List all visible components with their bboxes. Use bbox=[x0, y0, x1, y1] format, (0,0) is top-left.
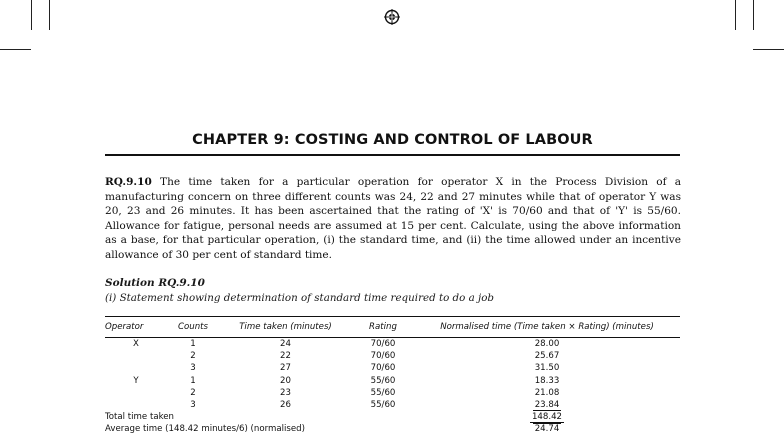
question-line-6: allowed under an incentive allowance of 30 per cent of standard time. bbox=[105, 234, 681, 261]
cell-rating: 55/60 bbox=[370, 400, 396, 411]
table-row bbox=[105, 399, 680, 411]
cell-rating: 55/60 bbox=[370, 387, 396, 398]
table-header-row bbox=[105, 317, 680, 338]
average-row bbox=[105, 423, 680, 435]
cell-operator bbox=[105, 399, 167, 411]
header-normalised-time: Normalised time (Time taken × Rating) (minutes) bbox=[414, 317, 680, 338]
table-row bbox=[105, 375, 680, 387]
crop-mark-top-right-vertical-2 bbox=[753, 0, 754, 30]
cell-count: 3 bbox=[190, 400, 196, 411]
average-value: 24.74 bbox=[534, 424, 560, 435]
cell-count: 3 bbox=[190, 363, 196, 374]
table-row bbox=[105, 338, 680, 351]
cell-normalised: 21.08 bbox=[534, 387, 560, 398]
total-row bbox=[105, 411, 680, 423]
cell-operator bbox=[105, 362, 167, 374]
cell-time: 27 bbox=[280, 363, 291, 374]
question-label: RQ.9.10 bbox=[105, 176, 152, 188]
average-label: Average time (148.42 minutes/6) (normalised) bbox=[105, 424, 305, 435]
cell-normalised: 25.67 bbox=[534, 351, 560, 362]
chapter-title: CHAPTER 9: COSTING AND CONTROL OF LABOUR bbox=[192, 132, 593, 148]
header-operator: Operator bbox=[105, 317, 167, 338]
cell-operator bbox=[105, 350, 167, 362]
cell-time: 22 bbox=[280, 351, 291, 362]
cell-rating: 70/60 bbox=[370, 339, 396, 350]
cell-normalised: 18.33 bbox=[534, 375, 560, 386]
header-time-taken: Time taken (minutes) bbox=[219, 317, 352, 338]
total-value: 148.42 bbox=[531, 412, 563, 423]
registration-mark-icon bbox=[384, 9, 400, 25]
question-line-5: above information as a base, for that particular operation, (i) the standard time, and (ii) the time bbox=[105, 219, 681, 247]
cell-rating: 55/60 bbox=[370, 375, 396, 386]
crop-mark-top-right-vertical bbox=[735, 0, 736, 30]
question-line-4: is 55/60. Allowance for fatigue, personal needs are assumed at 15 per cent. Calculate, using the bbox=[105, 205, 681, 232]
solution-heading: Solution RQ.9.10 bbox=[105, 277, 205, 289]
question-line-2: manufacturing concern on three different counts was 24, 22 and 27 minutes while that of operator bbox=[105, 190, 646, 203]
chapter-title-rule bbox=[105, 154, 680, 156]
cell-normalised: 31.50 bbox=[534, 363, 560, 374]
table-row bbox=[105, 362, 680, 374]
cell-normalised: 28.00 bbox=[534, 339, 560, 350]
cell-time: 23 bbox=[280, 387, 291, 398]
cell-rating: 70/60 bbox=[370, 363, 396, 374]
crop-mark-top-right-horizontal bbox=[753, 49, 784, 50]
cell-rating: 70/60 bbox=[370, 351, 396, 362]
cell-time: 26 bbox=[280, 400, 291, 411]
cell-normalised: 23.84 bbox=[534, 400, 560, 411]
crop-mark-top-left-horizontal bbox=[0, 49, 31, 50]
cell-count: 1 bbox=[190, 339, 196, 350]
table-row bbox=[105, 387, 680, 399]
cell-count: 1 bbox=[190, 375, 196, 386]
statement-heading: (i) Statement showing determination of standard time required to do a job bbox=[105, 292, 495, 304]
cell-operator: Y bbox=[133, 375, 139, 386]
cell-count: 2 bbox=[190, 387, 196, 398]
question-line-1: The time taken for a particular operation for operator X in the Process Division of a bbox=[160, 176, 682, 188]
total-label: Total time taken bbox=[105, 412, 174, 423]
cell-operator: X bbox=[133, 339, 139, 350]
cell-count: 2 bbox=[190, 351, 196, 362]
cell-operator bbox=[105, 387, 167, 399]
cell-time: 20 bbox=[280, 375, 291, 386]
header-counts: Counts bbox=[167, 317, 219, 338]
crop-mark-top-left-vertical-2 bbox=[49, 0, 50, 30]
header-rating: Rating bbox=[352, 317, 414, 338]
standard-time-table bbox=[105, 316, 680, 436]
cell-time: 24 bbox=[280, 339, 291, 350]
table-row bbox=[105, 350, 680, 362]
question-paragraph bbox=[105, 175, 681, 263]
crop-mark-top-left-vertical bbox=[31, 0, 32, 30]
question-line-3: Y was 20, 23 and 26 minutes. It has been ascertained that the rating of 'X' is 70/60 and that of 'Y' bbox=[105, 190, 681, 218]
